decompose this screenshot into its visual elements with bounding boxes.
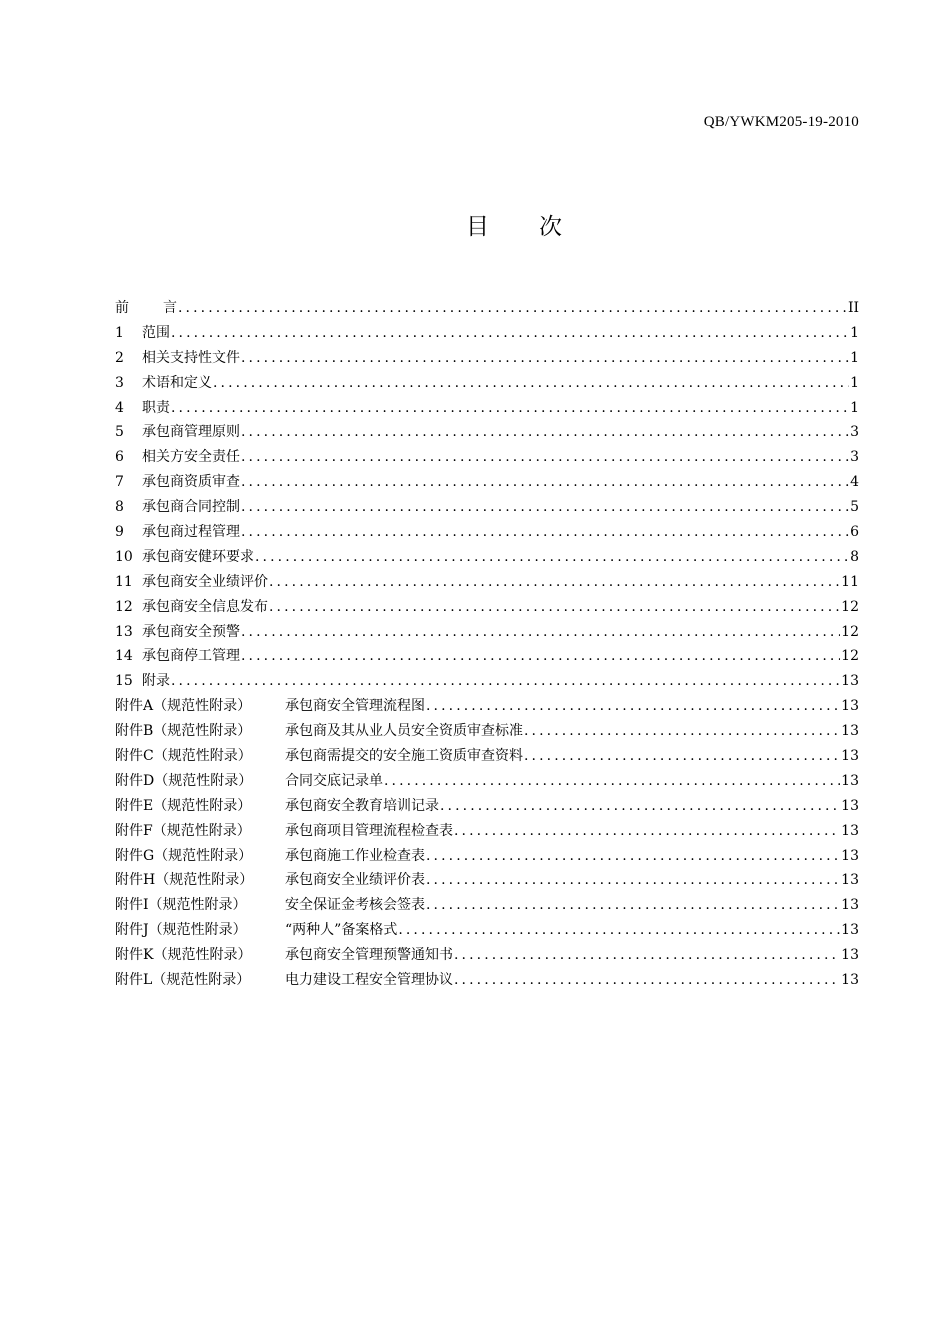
table-of-contents bbox=[115, 296, 859, 993]
toc-entry-page: 13 bbox=[841, 723, 859, 740]
toc-dot-leader bbox=[384, 769, 840, 794]
toc-entry-title: 术语和定义 bbox=[142, 374, 212, 391]
toc-dot-leader bbox=[241, 620, 840, 645]
toc-entry-title: 承包商安全业绩评价表 bbox=[285, 872, 425, 889]
toc-entry-number: 附件C（规范性附录） bbox=[115, 748, 252, 765]
toc-entry[interactable] bbox=[115, 893, 859, 918]
toc-entry-page: 13 bbox=[841, 748, 859, 765]
toc-entry[interactable] bbox=[115, 470, 859, 495]
toc-dot-leader bbox=[241, 346, 849, 371]
toc-entry[interactable] bbox=[115, 321, 859, 346]
toc-entry-title: 承包商停工管理 bbox=[142, 648, 240, 665]
toc-dot-leader bbox=[426, 868, 840, 893]
toc-entry[interactable] bbox=[115, 769, 859, 794]
toc-entry-page: 13 bbox=[841, 947, 859, 964]
toc-entry-number: 7 bbox=[115, 474, 124, 491]
toc-entry[interactable] bbox=[115, 943, 859, 968]
toc-dot-leader bbox=[171, 321, 849, 346]
toc-entry-title: 承包商安健环要求 bbox=[142, 548, 254, 565]
toc-entry-title: 附录 bbox=[142, 673, 170, 690]
toc-entry[interactable] bbox=[115, 819, 859, 844]
toc-entry-page: 13 bbox=[841, 872, 859, 889]
toc-entry-title: 言 bbox=[163, 300, 177, 316]
toc-entry-page: 8 bbox=[850, 548, 859, 565]
toc-entry-title: 承包商资质审查 bbox=[142, 474, 240, 491]
toc-entry-page: 1 bbox=[850, 324, 859, 341]
toc-entry-number: 5 bbox=[115, 424, 124, 441]
toc-entry-title: 电力建设工程安全管理协议 bbox=[285, 972, 453, 989]
toc-entry-title: 承包商安全信息发布 bbox=[142, 598, 268, 615]
toc-entry-number: 1 bbox=[115, 324, 124, 341]
toc-dot-leader bbox=[171, 396, 849, 421]
toc-dot-leader bbox=[255, 545, 849, 570]
toc-entry-number: 13 bbox=[115, 623, 133, 640]
toc-entry-title: 承包商安全预警 bbox=[142, 623, 240, 640]
toc-dot-leader bbox=[440, 794, 840, 819]
toc-entry-page: 5 bbox=[850, 499, 859, 516]
toc-entry-title: “两种人”备案格式 bbox=[285, 922, 398, 939]
toc-entry-title: 职责 bbox=[142, 399, 170, 416]
toc-entry-title: 承包商施工作业检查表 bbox=[285, 847, 425, 864]
toc-entry[interactable] bbox=[115, 595, 859, 620]
toc-entry-number: 4 bbox=[115, 399, 124, 416]
toc-entry-title: 合同交底记录单 bbox=[285, 772, 383, 789]
toc-entry[interactable] bbox=[115, 445, 859, 470]
toc-dot-leader bbox=[241, 420, 849, 445]
toc-entry-title: 承包商安全管理流程图 bbox=[285, 698, 425, 715]
toc-entry[interactable] bbox=[115, 346, 859, 371]
document-code: QB/YWKM205-19-2010 bbox=[703, 114, 859, 130]
toc-entry-number: 3 bbox=[115, 374, 124, 391]
toc-entry-page: 13 bbox=[841, 922, 859, 939]
toc-dot-leader bbox=[241, 520, 849, 545]
toc-entry-number: 11 bbox=[115, 573, 133, 590]
toc-entry[interactable] bbox=[115, 296, 859, 321]
toc-entry[interactable] bbox=[115, 396, 859, 421]
toc-entry-title: 承包商安全业绩评价 bbox=[142, 573, 268, 590]
toc-entry-number: 15 bbox=[115, 673, 133, 690]
toc-entry[interactable] bbox=[115, 420, 859, 445]
toc-entry[interactable] bbox=[115, 495, 859, 520]
toc-entry-number: 10 bbox=[115, 548, 133, 565]
toc-entry-number: 附件A（规范性附录） bbox=[115, 698, 252, 715]
toc-entry-number: 附件L（规范性附录） bbox=[115, 972, 251, 989]
toc-entry-title: 承包商合同控制 bbox=[142, 499, 240, 516]
toc-entry-number: 前 bbox=[115, 300, 129, 316]
toc-entry-number: 附件G（规范性附录） bbox=[115, 847, 253, 864]
toc-entry-number: 附件B（规范性附录） bbox=[115, 723, 252, 740]
toc-entry-page: 11 bbox=[841, 573, 859, 590]
toc-entry-page: 4 bbox=[850, 474, 859, 491]
toc-dot-leader bbox=[398, 918, 840, 943]
toc-dot-leader bbox=[241, 644, 840, 669]
toc-entry-number: 附件H（规范性附录） bbox=[115, 872, 254, 889]
toc-entry[interactable] bbox=[115, 968, 859, 993]
title-char-1: 目 bbox=[466, 214, 489, 240]
toc-entry-page: 13 bbox=[841, 698, 859, 715]
toc-dot-leader bbox=[171, 669, 840, 694]
toc-entry[interactable] bbox=[115, 620, 859, 645]
toc-entry-number: 9 bbox=[115, 524, 124, 541]
page-title bbox=[0, 208, 950, 241]
toc-dot-leader bbox=[241, 470, 849, 495]
toc-entry-page: 13 bbox=[841, 772, 859, 789]
toc-entry-title: 安全保证金考核会签表 bbox=[285, 897, 425, 914]
toc-entry[interactable] bbox=[115, 545, 859, 570]
toc-entry-page: 12 bbox=[841, 648, 859, 665]
toc-entry-title: 范围 bbox=[142, 324, 170, 341]
toc-entry-title: 承包商过程管理 bbox=[142, 524, 240, 541]
toc-dot-leader bbox=[454, 819, 840, 844]
toc-entry[interactable] bbox=[115, 868, 859, 893]
toc-entry-title: 承包商项目管理流程检查表 bbox=[285, 822, 453, 839]
toc-entry-page: 1 bbox=[850, 349, 859, 366]
toc-dot-leader bbox=[454, 968, 840, 993]
toc-entry-page: 3 bbox=[850, 424, 859, 441]
toc-entry-number: 12 bbox=[115, 598, 133, 615]
toc-entry-page: 13 bbox=[841, 822, 859, 839]
toc-entry-number: 8 bbox=[115, 499, 124, 516]
toc-entry-title: 承包商安全教育培训记录 bbox=[285, 797, 439, 814]
toc-entry[interactable] bbox=[115, 794, 859, 819]
toc-dot-leader bbox=[426, 694, 840, 719]
toc-entry-number: 6 bbox=[115, 449, 124, 466]
toc-entry-title: 承包商管理原则 bbox=[142, 424, 240, 441]
toc-entry-page: 1 bbox=[850, 399, 859, 416]
toc-entry-page: 13 bbox=[841, 673, 859, 690]
toc-dot-leader bbox=[524, 744, 840, 769]
toc-entry-page: II bbox=[847, 300, 859, 316]
toc-entry-page: 1 bbox=[850, 374, 859, 391]
toc-entry-page: 6 bbox=[850, 524, 859, 541]
toc-entry-page: 13 bbox=[841, 972, 859, 989]
toc-dot-leader bbox=[454, 943, 840, 968]
toc-entry[interactable] bbox=[115, 694, 859, 719]
toc-entry-page: 13 bbox=[841, 897, 859, 914]
toc-dot-leader bbox=[241, 495, 849, 520]
toc-entry-number: 2 bbox=[115, 349, 124, 366]
toc-entry[interactable] bbox=[115, 520, 859, 545]
toc-entry-number: 附件F（规范性附录） bbox=[115, 822, 251, 839]
toc-dot-leader bbox=[269, 595, 840, 620]
toc-entry-number: 附件E（规范性附录） bbox=[115, 797, 252, 814]
toc-dot-leader bbox=[426, 893, 840, 918]
toc-entry-page: 13 bbox=[841, 797, 859, 814]
title-char-2: 次 bbox=[539, 214, 562, 240]
toc-entry-title: 承包商需提交的安全施工资质审查资料 bbox=[285, 748, 523, 765]
toc-entry-title: 相关方安全责任 bbox=[142, 449, 240, 466]
toc-dot-leader bbox=[213, 371, 849, 396]
toc-entry[interactable] bbox=[115, 371, 859, 396]
toc-entry-page: 13 bbox=[841, 847, 859, 864]
toc-entry[interactable] bbox=[115, 719, 859, 744]
toc-entry[interactable] bbox=[115, 844, 859, 869]
toc-entry-title: 承包商及其从业人员安全资质审查标准 bbox=[285, 723, 523, 740]
toc-dot-leader bbox=[269, 570, 840, 595]
toc-dot-leader bbox=[241, 445, 849, 470]
toc-dot-leader bbox=[178, 296, 847, 321]
toc-entry[interactable] bbox=[115, 669, 859, 694]
toc-entry-title: 相关支持性文件 bbox=[142, 349, 240, 366]
toc-dot-leader bbox=[426, 844, 840, 869]
toc-entry-page: 12 bbox=[841, 598, 859, 615]
toc-entry[interactable] bbox=[115, 918, 859, 943]
toc-entry-title: 承包商安全管理预警通知书 bbox=[285, 947, 453, 964]
toc-entry-page: 12 bbox=[841, 623, 859, 640]
toc-entry-page: 3 bbox=[850, 449, 859, 466]
toc-entry-number: 附件D（规范性附录） bbox=[115, 772, 253, 789]
toc-entry-number: 附件J（规范性附录） bbox=[115, 922, 247, 939]
toc-entry-number: 14 bbox=[115, 648, 133, 665]
toc-entry-number: 附件I（规范性附录） bbox=[115, 897, 247, 914]
toc-entry[interactable] bbox=[115, 644, 859, 669]
toc-entry-number: 附件K（规范性附录） bbox=[115, 947, 252, 964]
toc-dot-leader bbox=[524, 719, 840, 744]
toc-entry[interactable] bbox=[115, 570, 859, 595]
toc-entry[interactable] bbox=[115, 744, 859, 769]
